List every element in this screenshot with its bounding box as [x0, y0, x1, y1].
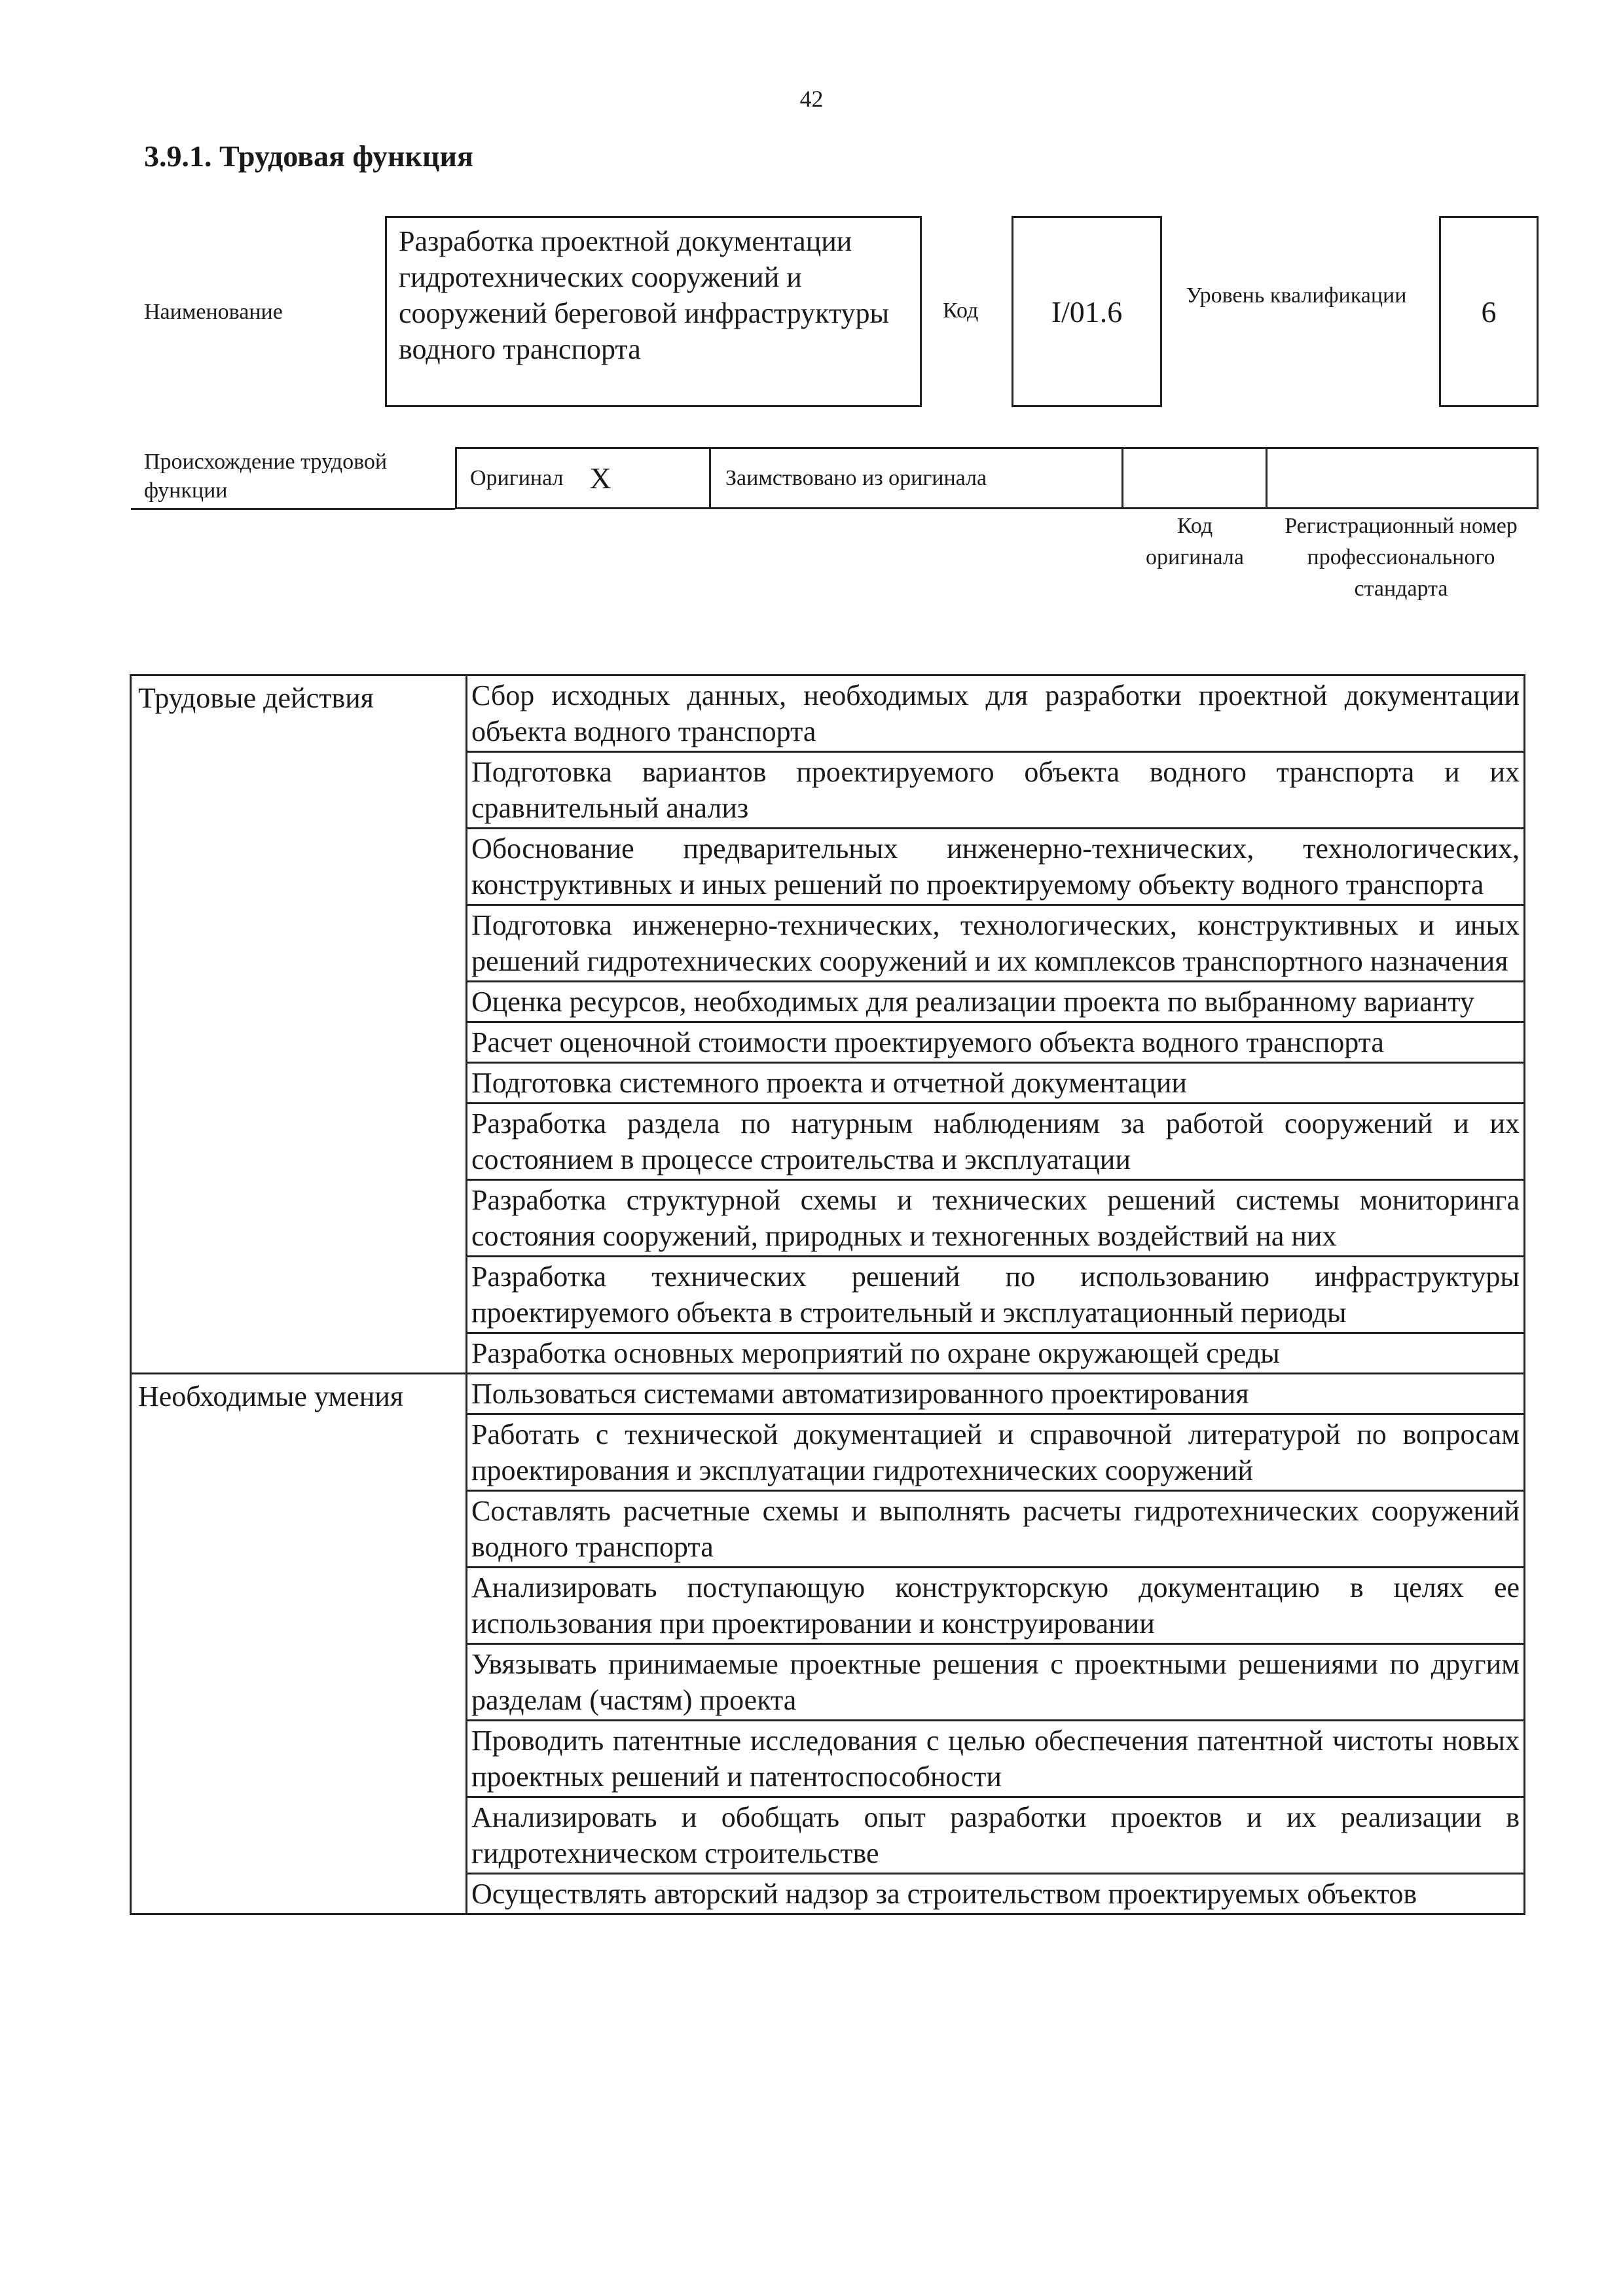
table-cell: Разработка структурной схемы и технических решений системы мониторинга состояния сооружений, природных и техногенных воздействий на них	[467, 1180, 1525, 1257]
table-cell: Разработка основных мероприятий по охране окружающей среды	[467, 1333, 1525, 1374]
table-cell: Осуществлять авторский надзор за строительством проектируемых объектов	[467, 1874, 1525, 1914]
table-row	[131, 1374, 1525, 1414]
table-cell: Проводить патентные исследования с целью обеспечения патентной чистоты новых проектных решений и патентоспособности	[467, 1721, 1525, 1797]
table-cell: Расчет оценочной стоимости проектируемого объекта водного транспорта	[467, 1022, 1525, 1063]
table-cell: Составлять расчетные схемы и выполнять расчеты гидротехнических сооружений водного транспорта	[467, 1491, 1525, 1568]
table-cell: Сбор исходных данных, необходимых для разработки проектной документации объекта водного транспорта	[467, 675, 1525, 752]
origin-original-label: Оригинал	[470, 465, 564, 490]
section-title-skills: Необходимые умения	[131, 1374, 467, 1914]
table-cell: Подготовка системного проекта и отчетной документации	[467, 1063, 1525, 1103]
code-label: Код	[943, 298, 979, 323]
page-number: 42	[799, 86, 824, 112]
origin-code-caption-text: Код оригинала	[1146, 514, 1244, 569]
code-box	[1012, 216, 1162, 407]
origin-original-mark: X	[589, 461, 611, 495]
table-cell: Пользоваться системами автоматизированного проектирования	[467, 1374, 1525, 1414]
table-cell: Подготовка инженерно-технических, технологических, конструктивных и иных решений гидротехнических сооружений и их комплексов транспортного назначения	[467, 905, 1525, 982]
origin-label-text: Происхождение трудовой функции	[144, 450, 388, 503]
name-label: Наименование	[144, 300, 283, 324]
origin-reg-cell	[1267, 449, 1537, 507]
table-cell: Работать с технической документацией и справочной литературой по вопросам проектирования и эксплуатации гидротехнических сооружений	[467, 1414, 1525, 1491]
function-table	[130, 674, 1525, 1915]
origin-original-cell	[457, 449, 711, 507]
function-name-box: Разработка проектной документации гидротехнических сооружений и сооружений береговой инфраструктуры водного транспорта	[385, 216, 922, 407]
table-cell: Оценка ресурсов, необходимых для реализации проекта по выбранному варианту	[467, 982, 1525, 1022]
origin-reg-caption	[1264, 511, 1539, 605]
table-cell: Разработка технических решений по использованию инфраструктуры проектируемого объекта в строительный и эксплуатационный периоды	[467, 1257, 1525, 1333]
table-cell: Обоснование предварительных инженерно-технических, технологических, конструктивных и иных решений по проектируемому объекту водного транспорта	[467, 829, 1525, 905]
table-cell: Анализировать и обобщать опыт разработки проектов и их реализации в гидротехническом строительстве	[467, 1797, 1525, 1874]
section-title: 3.9.1. Трудовая функция	[144, 139, 473, 173]
origin-code-cell	[1123, 449, 1267, 507]
origin-borrowed-label: Заимствовано из оригинала	[725, 465, 987, 490]
origin-row	[455, 447, 1539, 509]
table-cell: Анализировать поступающую конструкторскую документацию в целях ее использования при проектировании и конструировании	[467, 1568, 1525, 1644]
origin-borrowed-cell	[711, 449, 1123, 507]
table-row	[131, 675, 1525, 752]
origin-code-caption	[1123, 511, 1267, 573]
section-title-actions: Трудовые действия	[131, 675, 467, 1374]
level-value: 6	[1481, 295, 1497, 329]
table-cell: Подготовка вариантов проектируемого объекта водного транспорта и их сравнительный анализ	[467, 752, 1525, 829]
level-box	[1439, 216, 1539, 407]
level-label: Уровень квалификации	[1186, 283, 1407, 308]
table-cell: Разработка раздела по натурным наблюдениям за работой сооружений и их состоянием в процессе строительства и эксплуатации	[467, 1103, 1525, 1180]
origin-underline	[131, 508, 455, 510]
table-cell: Увязывать принимаемые проектные решения с проектными решениями по другим разделам (частям) проекта	[467, 1644, 1525, 1721]
code-value: I/01.6	[1051, 295, 1123, 329]
origin-label	[144, 448, 393, 505]
origin-reg-caption-text: Регистрационный номер профессионального стандарта	[1285, 514, 1518, 601]
